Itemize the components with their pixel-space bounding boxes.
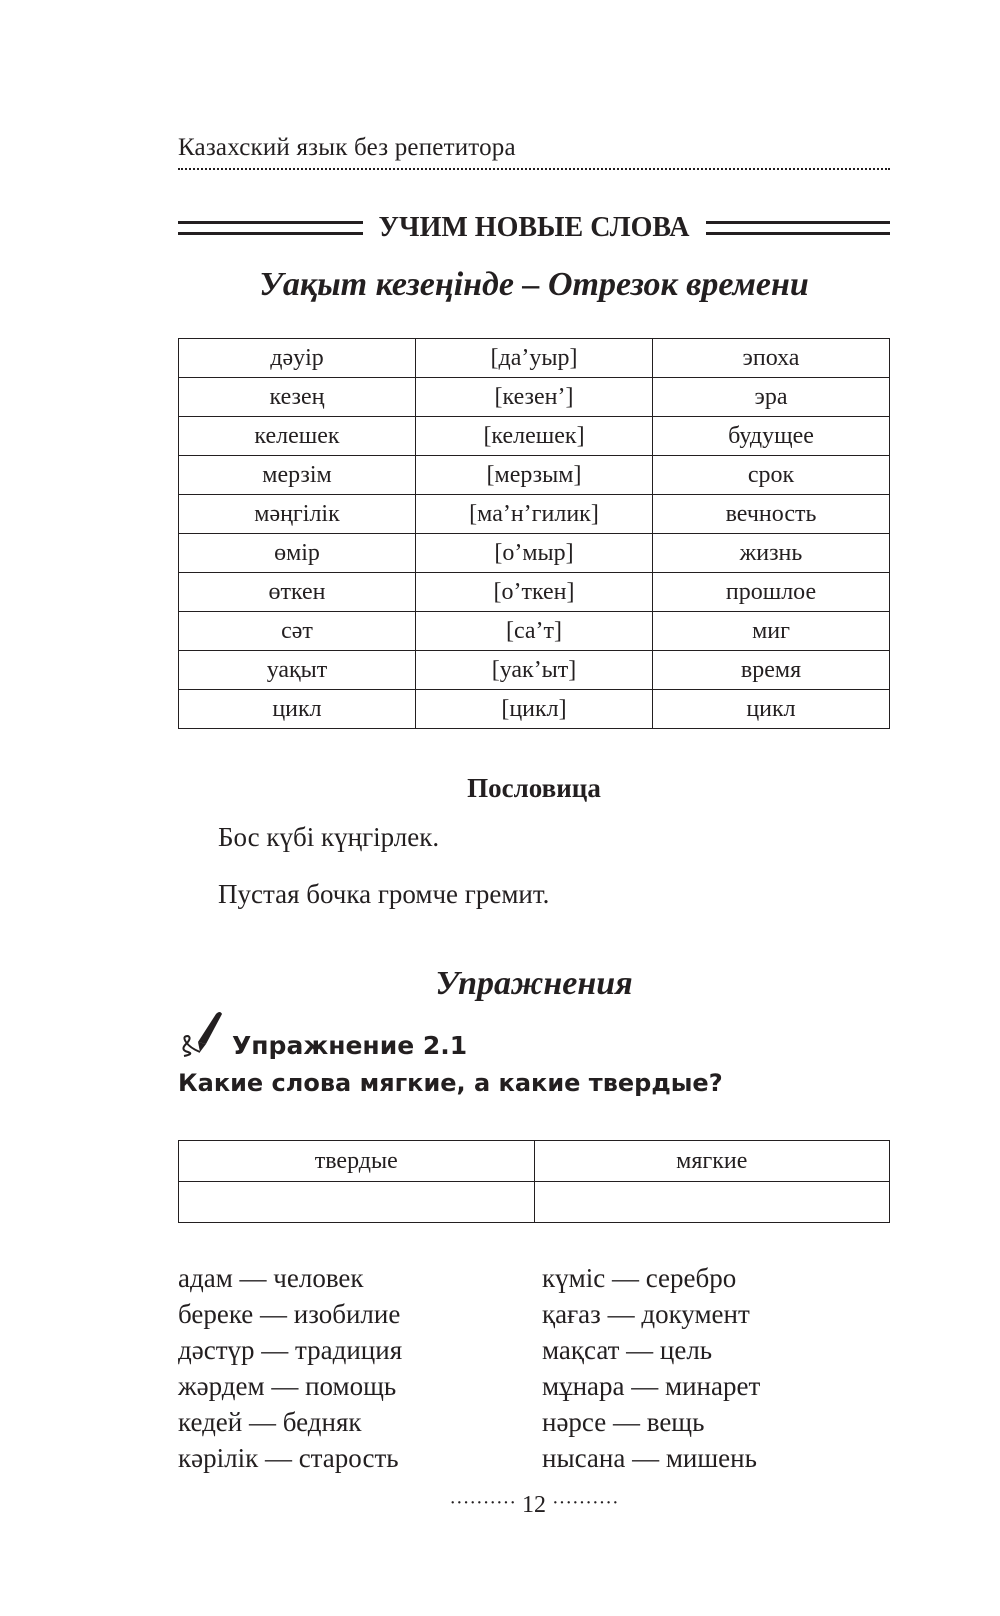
vocab-cell-kazakh: мәңгілік [179, 495, 416, 534]
vocab-table [178, 338, 890, 729]
word-pairs-right [542, 1260, 760, 1476]
vocab-row [179, 339, 890, 378]
answer-cell-hard[interactable] [179, 1182, 535, 1223]
vocab-row [179, 612, 890, 651]
answer-header-soft: мягкие [534, 1141, 890, 1182]
word-pair: кәрілік — старость [178, 1443, 399, 1473]
proverb-heading: Пословица [467, 773, 601, 803]
word-pair: нысана — мишень [542, 1443, 757, 1473]
word-pair: дәстүр — традиция [178, 1335, 403, 1365]
answer-cell-soft[interactable] [534, 1182, 890, 1223]
answer-table [178, 1140, 890, 1223]
word-pair: қағаз — документ [542, 1299, 750, 1329]
vocab-row [179, 573, 890, 612]
vocab-cell-kazakh: келешек [179, 417, 416, 456]
vocab-row [179, 456, 890, 495]
vocab-cell-russian: эпоха [653, 339, 890, 378]
vocab-cell-russian: миг [653, 612, 890, 651]
vocab-row [179, 690, 890, 729]
header-divider [178, 168, 890, 170]
page-number-value: 12 [522, 1492, 546, 1518]
vocab-heading: Уақыт кезеңінде – Отрезок времени [259, 266, 809, 303]
vocab-cell-transcription: [мерзым] [416, 456, 653, 495]
vocab-cell-russian: будущее [653, 417, 890, 456]
exercises-heading: Упражнения [435, 965, 633, 1002]
vocab-cell-kazakh: өткен [179, 573, 416, 612]
word-pair: жәрдем — помощь [178, 1371, 397, 1401]
word-pair: мақсат — цель [542, 1335, 713, 1365]
exercise-title: Упражнение 2.1 [232, 1031, 468, 1060]
word-pairs-left [178, 1260, 402, 1476]
vocab-cell-russian: вечность [653, 495, 890, 534]
vocab-cell-kazakh: өмір [179, 534, 416, 573]
vocab-cell-kazakh: уақыт [179, 651, 416, 690]
vocab-cell-transcription: [са’т] [416, 612, 653, 651]
vocab-row [179, 651, 890, 690]
banner-right-lines [706, 221, 891, 235]
vocab-row [179, 378, 890, 417]
page-number: ·········· 12 ·········· [449, 1492, 619, 1518]
proverb-kazakh: Бос күбі күңгірлек. [218, 822, 440, 852]
word-pair: кедей — бедняк [178, 1407, 362, 1437]
vocab-row [179, 495, 890, 534]
vocab-cell-transcription: [кезен’] [416, 378, 653, 417]
vocab-cell-russian: жизнь [653, 534, 890, 573]
vocab-row [179, 417, 890, 456]
answer-header-hard: твердые [179, 1141, 535, 1182]
vocab-cell-transcription: [о’ткен] [416, 573, 653, 612]
section-banner [178, 207, 890, 249]
pen-icon [176, 1008, 224, 1060]
vocab-cell-russian: эра [653, 378, 890, 417]
vocab-cell-transcription: [да’уыр] [416, 339, 653, 378]
word-pair: береке — изобилие [178, 1299, 401, 1329]
vocab-cell-kazakh: дәуір [179, 339, 416, 378]
vocab-cell-russian: время [653, 651, 890, 690]
exercise-question: Какие слова мягкие, а какие твердые? [178, 1069, 723, 1097]
proverb-russian: Пустая бочка громче гремит. [218, 879, 550, 909]
vocab-cell-transcription: [келешек] [416, 417, 653, 456]
word-pair: мұнара — минарет [542, 1371, 761, 1401]
vocab-cell-transcription: [о’мыр] [416, 534, 653, 573]
vocab-cell-transcription: [ма’н’гилик] [416, 495, 653, 534]
running-head: Казахский язык без репетитора [178, 134, 516, 161]
vocab-cell-russian: прошлое [653, 573, 890, 612]
vocab-row [179, 534, 890, 573]
vocab-cell-kazakh: цикл [179, 690, 416, 729]
word-pair: адам — человек [178, 1263, 364, 1293]
vocab-cell-russian: цикл [653, 690, 890, 729]
vocab-cell-kazakh: кезең [179, 378, 416, 417]
word-pair: нәрсе — вещь [542, 1407, 705, 1437]
vocab-cell-kazakh: сәт [179, 612, 416, 651]
vocab-cell-transcription: [уак’ыт] [416, 651, 653, 690]
vocab-cell-kazakh: мерзім [179, 456, 416, 495]
vocab-cell-transcription: [цикл] [416, 690, 653, 729]
word-pair: күміс — серебро [542, 1263, 737, 1293]
vocab-cell-russian: срок [653, 456, 890, 495]
section-title: УЧИМ НОВЫЕ СЛОВА [378, 212, 690, 243]
banner-left-lines [178, 221, 363, 235]
